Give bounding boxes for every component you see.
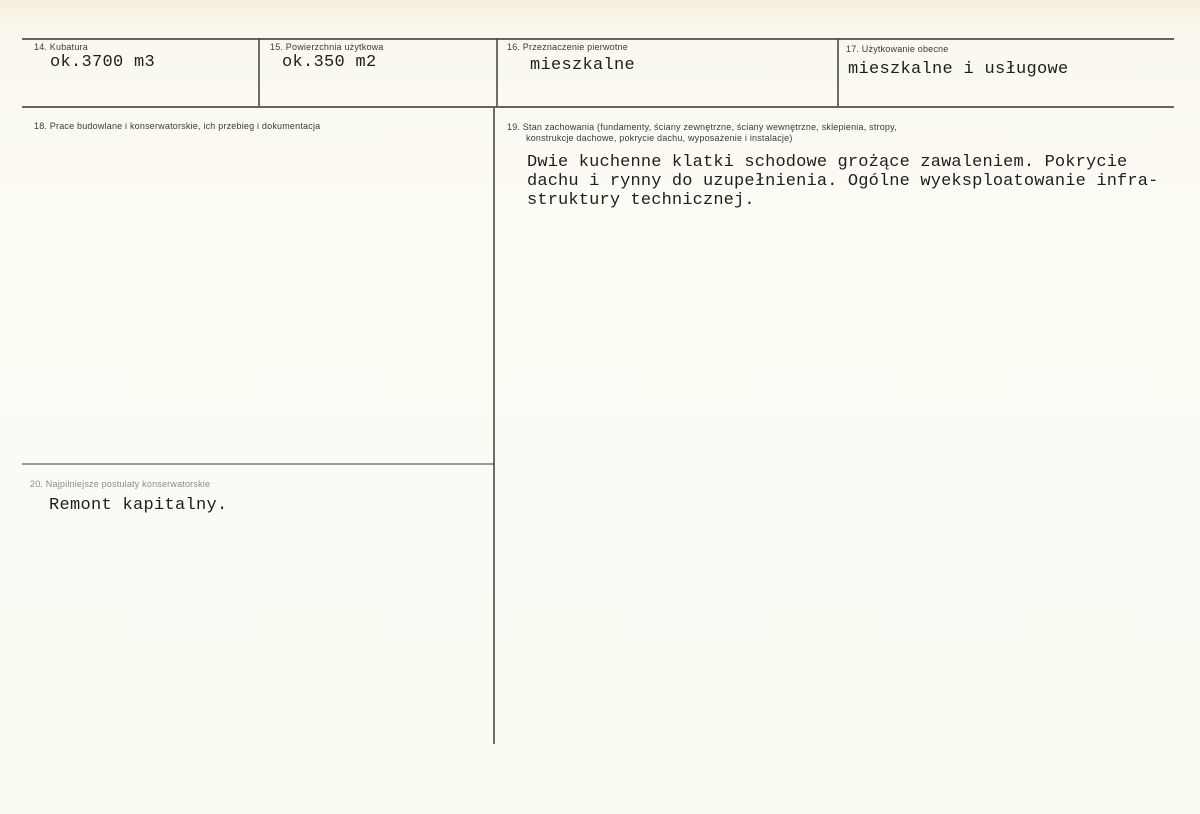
field-16-value: mieszkalne (530, 56, 636, 75)
field-19-line-1: Dwie kuchenne klatki schodowe grożące zawaleniem. Pokrycie (527, 153, 1128, 172)
field-20-label: 20. Najpilniejsze postulaty konserwatorskie (30, 479, 211, 489)
field-17-label: 17. Użytkowanie obecne (846, 44, 949, 54)
field-19-text (527, 153, 1158, 210)
field-19-label-line1: 19. Stan zachowania (fundamenty, ściany zewnętrzne, ściany wewnętrzne, sklepienia, stropy, (507, 122, 897, 132)
field-16-label: 16. Przeznaczenie pierwotne (507, 42, 628, 52)
row1-bottom-line (22, 106, 1174, 108)
divider-14-15 (258, 38, 260, 106)
field-20-value: Remont kapitalny. (49, 496, 228, 515)
field-19-line-3: struktury technicznej. (527, 191, 755, 210)
divider-left-right (493, 108, 495, 744)
divider-16-17 (837, 38, 839, 106)
top-border-line (22, 38, 1174, 40)
field-14-label: 14. Kubatura (34, 42, 88, 52)
field-18-label: 18. Prace budowlane i konserwatorskie, ich przebieg i dokumentacja (34, 121, 321, 131)
field-19-line-2: dachu i rynny do uzupełnienia. Ogólne wyeksploatowanie infra- (527, 172, 1159, 191)
field-17-value: mieszkalne i usługowe (848, 60, 1069, 79)
field-19-label-line2: konstrukcje dachowe, pokrycie dachu, wyposażenie i instalacje) (526, 133, 793, 143)
field-14-value: ok.3700 m3 (50, 53, 156, 72)
field-15-value: ok.350 m2 (282, 53, 377, 72)
field-15-label: 15. Powierzchnia użytkowa (270, 42, 384, 52)
section20-top-line (22, 463, 494, 465)
divider-15-16 (496, 38, 498, 106)
